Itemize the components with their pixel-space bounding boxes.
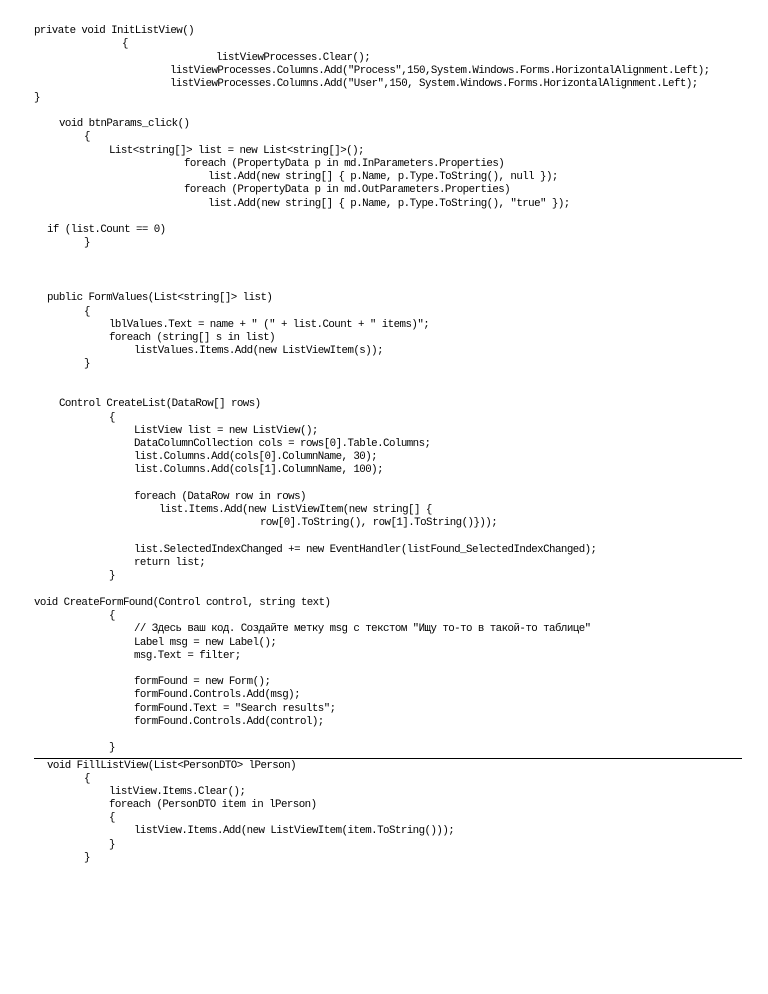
code-line: listViewProcesses.Clear();	[216, 52, 371, 64]
code-line: foreach (PropertyData p in md.OutParameters.Properties)	[184, 184, 511, 196]
code-line: foreach (string[] s in list)	[109, 332, 276, 344]
code-line: }	[84, 237, 90, 249]
code-line: formFound.Controls.Add(msg);	[134, 689, 301, 701]
code-line: void FillListView(List<PersonDTO> lPerson)	[47, 760, 297, 772]
code-line: }	[84, 852, 90, 864]
code-line: {	[84, 131, 90, 143]
code-line: void btnParams_click()	[59, 118, 190, 130]
code-line: void CreateFormFound(Control control, string text)	[34, 597, 331, 609]
code-line: list.Add(new string[] { p.Name, p.Type.ToString(), "true" });	[208, 198, 570, 210]
code-line: {	[84, 306, 90, 318]
code-line: formFound.Text = "Search results";	[134, 703, 336, 715]
code-line: }	[109, 742, 115, 754]
code-line: list.Add(new string[] { p.Name, p.Type.ToString(), null });	[208, 171, 558, 183]
code-line: if (list.Count == 0)	[47, 224, 166, 236]
code-line: list.Items.Add(new ListViewItem(new string[] {	[159, 504, 432, 516]
code-line: return list;	[134, 557, 206, 569]
code-line: msg.Text = filter;	[134, 650, 241, 662]
code-line: {	[122, 38, 128, 50]
code-line: listViewProcesses.Columns.Add("User",150, System.Windows.Forms.HorizontalAlignment.Left);	[170, 78, 698, 90]
code-line: foreach (PropertyData p in md.InParameters.Properties)	[184, 158, 505, 170]
code-line: // Здесь ваш код. Создайте метку msg с текстом "Ищу то-то в такой-то таблице"	[134, 623, 591, 635]
code-line: listValues.Items.Add(new ListViewItem(s));	[134, 345, 384, 357]
code-line: foreach (PersonDTO item in lPerson)	[109, 799, 317, 811]
code-line: List<string[]> list = new List<string[]>();	[109, 145, 364, 157]
code-line: public FormValues(List<string[]> list)	[47, 292, 273, 304]
code-line: }	[109, 839, 115, 851]
code-line: }	[84, 358, 90, 370]
code-line: list.SelectedIndexChanged += new EventHandler(listFound_SelectedIndexChanged);	[134, 544, 597, 556]
code-line: }	[109, 570, 115, 582]
code-line: private void InitListView()	[34, 25, 195, 37]
code-line: ListView list = new ListView();	[134, 425, 318, 437]
code-line: list.Columns.Add(cols[1].ColumnName, 100);	[134, 464, 384, 476]
code-line: row[0].ToString(), row[1].ToString()}));	[260, 517, 498, 529]
code-line: Control CreateList(DataRow[] rows)	[59, 398, 261, 410]
code-line: listView.Items.Add(new ListViewItem(item.ToString()));	[134, 825, 455, 837]
code-line: foreach (DataRow row in rows)	[134, 491, 306, 503]
code-line: DataColumnCollection cols = rows[0].Table.Columns;	[134, 438, 431, 450]
code-line: formFound = new Form();	[134, 676, 271, 688]
code-line: lblValues.Text = name + " (" + list.Count + " items)";	[109, 319, 430, 331]
code-line: }	[34, 92, 40, 104]
code-line: Label msg = new Label();	[134, 637, 277, 649]
code-line: formFound.Controls.Add(control);	[134, 716, 324, 728]
code-line: listViewProcesses.Columns.Add("Process",150,System.Windows.Forms.HorizontalAlignment.Left);	[170, 65, 710, 77]
code-line: {	[84, 773, 90, 785]
section-divider	[34, 758, 742, 759]
code-line: listView.Items.Clear();	[109, 786, 246, 798]
code-line: list.Columns.Add(cols[0].ColumnName, 30);	[134, 451, 378, 463]
code-line: {	[109, 812, 115, 824]
code-line: {	[109, 610, 115, 622]
code-line: {	[109, 412, 115, 424]
